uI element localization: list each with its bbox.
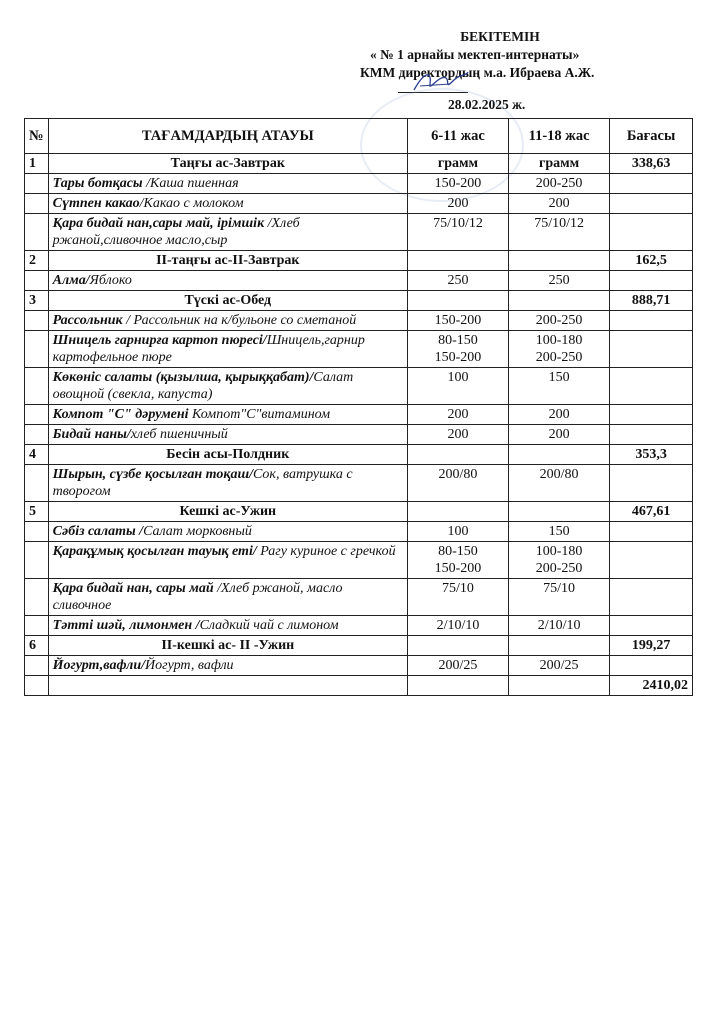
table-row — [25, 311, 693, 331]
section-row — [25, 154, 693, 174]
item-age1: 200/80 — [407, 465, 508, 502]
item-age1: 75/10/12 — [407, 214, 508, 251]
section-title: ІІ-таңғы ас-ІІ-Завтрак — [48, 251, 407, 271]
menu-body — [25, 154, 693, 696]
section-age1 — [407, 636, 508, 656]
total-label — [48, 676, 407, 696]
section-num: 3 — [25, 291, 49, 311]
section-title: Кешкі ас-Ужин — [48, 502, 407, 522]
item-name — [48, 656, 407, 676]
item-name — [48, 465, 407, 502]
item-name — [48, 425, 407, 445]
item-price — [610, 174, 693, 194]
item-price — [610, 194, 693, 214]
section-num: 4 — [25, 445, 49, 465]
item-name-kz: Бидай наны/ — [52, 427, 131, 442]
item-name-ru: Яблоко — [89, 273, 132, 288]
section-num: 1 — [25, 154, 49, 174]
item-price — [610, 331, 693, 368]
item-name-ru: /Хлеб ржаной, масло сливочное — [52, 581, 343, 613]
item-age1: 150-200 — [407, 174, 508, 194]
item-age1: 80-150 150-200 — [407, 331, 508, 368]
approval-block — [300, 28, 700, 114]
total-num — [25, 676, 49, 696]
item-name-ru: /Хлеб ржаной,сливочное масло,сыр — [52, 216, 300, 248]
item-num — [25, 331, 49, 368]
item-name-kz: Тары ботқасы — [52, 176, 143, 191]
section-price: 353,3 — [610, 445, 693, 465]
item-name-kz: Шницель гарнирға картоп пюресі/ — [52, 333, 267, 348]
table-row — [25, 368, 693, 405]
table-row — [25, 405, 693, 425]
item-name-ru: Сладкий чай с лимоном — [199, 618, 339, 633]
item-name — [48, 405, 407, 425]
item-num — [25, 405, 49, 425]
item-age1: 2/10/10 — [407, 616, 508, 636]
section-row — [25, 445, 693, 465]
section-age1 — [407, 251, 508, 271]
item-name-ru: /Каша пшенная — [142, 176, 239, 191]
header-num: № — [25, 119, 49, 154]
item-price — [610, 579, 693, 616]
item-name-ru: Йогурт, вафли — [145, 658, 234, 673]
approval-school: « № 1 арнайы мектеп-интернаты» — [370, 47, 580, 62]
header-name: ТАҒАМДАРДЫҢ АТАУЫ — [48, 119, 407, 154]
section-age1 — [407, 502, 508, 522]
item-name — [48, 194, 407, 214]
item-name-kz: Алма/ — [52, 273, 90, 288]
item-age1: 200 — [407, 425, 508, 445]
table-row — [25, 542, 693, 579]
item-name-kz: Қарақұмық қосылған тауық еті/ — [52, 544, 257, 559]
item-num — [25, 425, 49, 445]
item-name-ru: / Рассольник на к/бульоне со сметаной — [122, 313, 357, 328]
item-age2: 75/10/12 — [509, 214, 610, 251]
section-price: 888,71 — [610, 291, 693, 311]
item-name-ru: Компот"С"витамином — [188, 407, 331, 422]
table-row — [25, 579, 693, 616]
section-age1: грамм — [407, 154, 508, 174]
table-row — [25, 174, 693, 194]
item-price — [610, 271, 693, 291]
item-age2: 100-180 200-250 — [509, 542, 610, 579]
section-age2: грамм — [509, 154, 610, 174]
item-num — [25, 214, 49, 251]
item-age2: 200-250 — [509, 174, 610, 194]
item-age1: 200/25 — [407, 656, 508, 676]
table-row — [25, 331, 693, 368]
section-age2 — [509, 636, 610, 656]
item-num — [25, 311, 49, 331]
item-name-kz: Тәтті шәй, лимонмен / — [52, 618, 200, 633]
item-num — [25, 522, 49, 542]
item-name-ru: Сок, ватрушка с творогом — [52, 467, 353, 499]
item-price — [610, 522, 693, 542]
item-name — [48, 331, 407, 368]
item-age1: 75/10 — [407, 579, 508, 616]
item-age1: 100 — [407, 522, 508, 542]
item-name-kz: Қара бидай нан, сары май — [52, 581, 214, 596]
section-age2 — [509, 291, 610, 311]
item-name — [48, 214, 407, 251]
table-header-row — [25, 119, 693, 154]
section-title: Таңғы ас-Завтрак — [48, 154, 407, 174]
item-num — [25, 542, 49, 579]
menu-table — [24, 118, 693, 696]
section-age1 — [407, 291, 508, 311]
item-age1: 200 — [407, 405, 508, 425]
item-name-kz: Көкөніс салаты (қызылша, қырыққабат)/ — [52, 370, 314, 385]
item-price — [610, 405, 693, 425]
section-title: Бесін асы-Полдник — [48, 445, 407, 465]
table-row — [25, 425, 693, 445]
item-age1: 250 — [407, 271, 508, 291]
item-name-kz: Компот "С" дәрумені — [52, 407, 189, 422]
item-age2: 250 — [509, 271, 610, 291]
table-row — [25, 656, 693, 676]
total-age1 — [407, 676, 508, 696]
section-row — [25, 251, 693, 271]
item-price — [610, 311, 693, 331]
item-price — [610, 616, 693, 636]
item-num — [25, 368, 49, 405]
section-price: 199,27 — [610, 636, 693, 656]
total-age2 — [509, 676, 610, 696]
item-name-ru: Рагу куриное с гречкой — [256, 544, 396, 559]
item-age2: 100-180 200-250 — [509, 331, 610, 368]
item-age2: 150 — [509, 522, 610, 542]
header-price: Бағасы — [610, 119, 693, 154]
item-name — [48, 522, 407, 542]
item-age2: 200/80 — [509, 465, 610, 502]
section-price: 338,63 — [610, 154, 693, 174]
item-name-kz: Шырын, сүзбе қосылған тоқаш/ — [52, 467, 253, 482]
item-name-kz: Қара бидай нан,сары май, ірімшік — [52, 216, 265, 231]
section-price: 162,5 — [610, 251, 693, 271]
total-price: 2410,02 — [610, 676, 693, 696]
item-name-ru: /Какао с молоком — [139, 196, 244, 211]
item-num — [25, 656, 49, 676]
item-price — [610, 656, 693, 676]
item-age2: 75/10 — [509, 579, 610, 616]
item-price — [610, 425, 693, 445]
approval-date: 28.02.2025 ж. — [448, 97, 526, 112]
item-age2: 200/25 — [509, 656, 610, 676]
item-age2: 200 — [509, 194, 610, 214]
item-price — [610, 368, 693, 405]
item-name-ru: Шницель,гарнир картофельное пюре — [52, 333, 365, 365]
item-num — [25, 271, 49, 291]
section-age2 — [509, 251, 610, 271]
table-row — [25, 214, 693, 251]
table-row — [25, 465, 693, 502]
item-name-ru: Салат овощной (свекла, капуста) — [52, 370, 354, 402]
item-name-kz: Сүтпен какао — [52, 196, 140, 211]
item-age1: 80-150 150-200 — [407, 542, 508, 579]
item-name — [48, 542, 407, 579]
header-age-6-11: 6-11 жас — [407, 119, 508, 154]
item-name — [48, 616, 407, 636]
item-price — [610, 465, 693, 502]
table-row — [25, 616, 693, 636]
section-row — [25, 291, 693, 311]
item-age1: 100 — [407, 368, 508, 405]
item-name-kz: Йогурт,вафли/ — [52, 658, 145, 673]
approval-director: КММ директордың м.а. Ибраева А.Ж. — [360, 65, 595, 80]
item-age2: 200-250 — [509, 311, 610, 331]
item-name — [48, 368, 407, 405]
header-age-11-18: 11-18 жас — [509, 119, 610, 154]
item-name-kz: Рассольник — [52, 313, 123, 328]
item-name — [48, 271, 407, 291]
section-title: Түскі ас-Обед — [48, 291, 407, 311]
section-price: 467,61 — [610, 502, 693, 522]
section-age1 — [407, 445, 508, 465]
table-row — [25, 194, 693, 214]
item-price — [610, 214, 693, 251]
section-num: 5 — [25, 502, 49, 522]
item-age2: 200 — [509, 405, 610, 425]
item-name-ru: хлеб пшеничный — [130, 427, 228, 442]
item-num — [25, 579, 49, 616]
item-name — [48, 311, 407, 331]
section-age2 — [509, 445, 610, 465]
item-age1: 200 — [407, 194, 508, 214]
item-price — [610, 542, 693, 579]
approval-title: БЕКІТЕМІН — [460, 29, 540, 44]
item-num — [25, 465, 49, 502]
item-age1: 150-200 — [407, 311, 508, 331]
section-title: ІІ-кешкі ас- ІІ -Ужин — [48, 636, 407, 656]
section-num: 2 — [25, 251, 49, 271]
item-name-kz: Сәбіз салаты / — [52, 524, 144, 539]
table-row — [25, 522, 693, 542]
item-num — [25, 174, 49, 194]
section-row — [25, 502, 693, 522]
item-num — [25, 616, 49, 636]
section-num: 6 — [25, 636, 49, 656]
section-age2 — [509, 502, 610, 522]
item-name-ru: Салат морковный — [143, 524, 252, 539]
item-age2: 200 — [509, 425, 610, 445]
item-age2: 150 — [509, 368, 610, 405]
item-num — [25, 194, 49, 214]
item-age2: 2/10/10 — [509, 616, 610, 636]
total-row — [25, 676, 693, 696]
item-name — [48, 579, 407, 616]
item-name — [48, 174, 407, 194]
section-row — [25, 636, 693, 656]
table-row — [25, 271, 693, 291]
